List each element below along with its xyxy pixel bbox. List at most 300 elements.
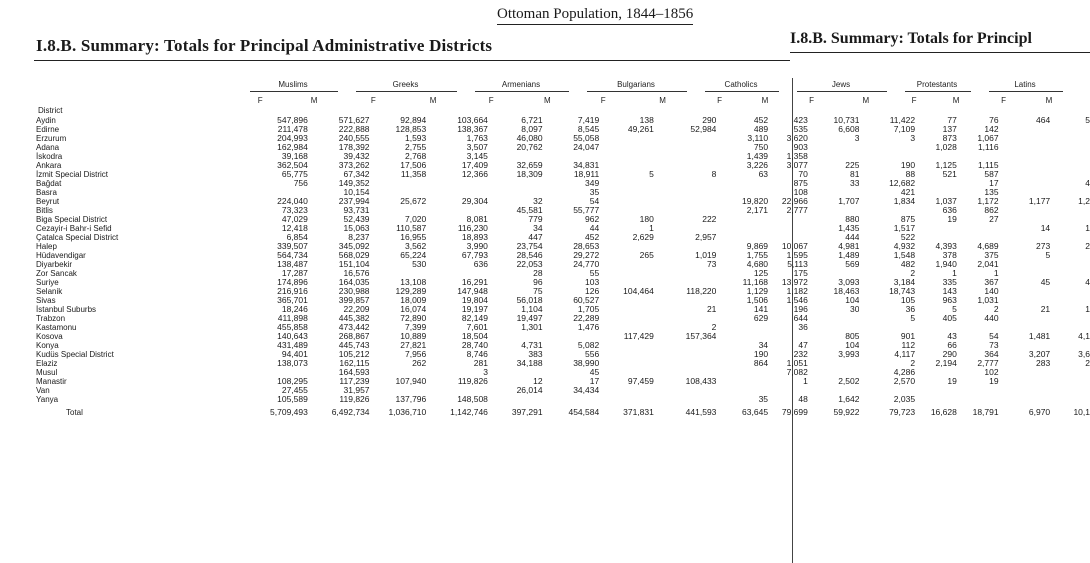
population-cell: [716, 224, 768, 233]
population-cell: 265: [639, 251, 654, 260]
population-cell: [716, 179, 768, 188]
population-cell: 94,401: [281, 350, 308, 359]
sub-header-male: M: [310, 96, 318, 105]
population-cell: [957, 152, 999, 161]
population-cell: 1,705: [577, 305, 600, 314]
table-row: [36, 125, 1090, 134]
district-name: Kastamonu: [36, 323, 77, 332]
population-cell: [957, 386, 999, 395]
table-row: [36, 296, 1090, 305]
population-cell: [999, 206, 1051, 215]
population-cell: 530: [412, 260, 427, 269]
district-name: Adana: [36, 143, 60, 152]
population-cell: 4,689: [977, 242, 999, 251]
population-cell: 96: [533, 278, 543, 287]
population-cell: 367: [984, 278, 999, 287]
population-cell: 375: [984, 251, 999, 260]
group-underline: [475, 91, 569, 92]
population-cell: [599, 386, 654, 395]
population-cell: 447: [528, 233, 543, 242]
population-cell: 16,074: [400, 305, 427, 314]
population-cell: 13,972: [781, 278, 808, 287]
population-cell: 137: [942, 125, 957, 134]
population-cell: [716, 188, 768, 197]
population-cell: 903: [793, 143, 808, 152]
group-underline: [905, 91, 971, 92]
population-cell: [1050, 377, 1090, 386]
population-cell: [999, 152, 1051, 161]
population-cell: [654, 341, 717, 350]
population-cell: [264, 188, 308, 197]
sub-header-male: M: [952, 96, 960, 105]
population-cell: [599, 278, 654, 287]
population-cell: 27,455: [281, 386, 308, 395]
population-cell: [1050, 368, 1090, 377]
population-cell: 283: [1035, 359, 1051, 368]
population-cell: [716, 377, 768, 386]
population-cell: 108,433: [685, 377, 717, 386]
population-cell: 19,820: [742, 197, 769, 206]
population-cell: 232: [793, 350, 808, 359]
population-cell: 138,073: [277, 359, 308, 368]
population-cell: 18,743: [889, 287, 916, 296]
population-cell: 22,209: [343, 305, 370, 314]
table-row: [36, 215, 1090, 224]
population-cell: 17,287: [281, 269, 308, 278]
population-cell: [1050, 296, 1090, 305]
population-cell: 1,546: [786, 296, 808, 305]
population-cell: [999, 395, 1051, 404]
group-underline: [356, 91, 457, 92]
population-cell: [654, 278, 717, 287]
population-cell: 19,804: [461, 296, 488, 305]
population-cell: 27,821: [400, 341, 427, 350]
sub-header-male: M: [1045, 96, 1053, 105]
population-cell: 10,154: [343, 188, 370, 197]
population-cell: 149,352: [338, 179, 370, 188]
population-cell: 281: [473, 359, 488, 368]
population-cell: 54: [589, 197, 600, 206]
district-name: Yanya: [36, 395, 59, 404]
population-cell: 119,826: [339, 395, 370, 404]
population-cell: 12,682: [889, 179, 916, 188]
population-cell: 2,194: [935, 359, 957, 368]
population-cell: 273: [1035, 242, 1051, 251]
population-cell: 103: [585, 278, 600, 287]
district-name: Aydin: [36, 116, 56, 125]
population-cell: 6,854: [286, 233, 308, 242]
population-cell: 67,342: [343, 170, 370, 179]
population-cell: 2: [1085, 359, 1090, 368]
population-cell: [999, 143, 1051, 152]
population-cell: [426, 188, 488, 197]
population-cell: [915, 395, 957, 404]
population-cell: 1,104: [521, 305, 543, 314]
population-cell: 2: [993, 305, 999, 314]
population-cell: 112: [901, 341, 916, 350]
population-cell: 76: [989, 116, 999, 125]
population-cell: 1,172: [977, 197, 999, 206]
population-cell: [599, 134, 654, 143]
population-cell: [599, 161, 654, 170]
population-cell: 1,116: [977, 143, 999, 152]
population-cell: 55,777: [573, 206, 600, 215]
sub-header-male: M: [544, 96, 551, 105]
population-cell: 13,108: [400, 278, 427, 287]
population-cell: 339,507: [277, 242, 308, 251]
population-cell: 4,117: [894, 350, 916, 359]
population-cell: 4: [1085, 278, 1090, 287]
population-cell: 18,246: [281, 305, 308, 314]
population-cell: 39,432: [343, 152, 370, 161]
population-cell: [599, 188, 654, 197]
table-row: [36, 386, 1090, 395]
population-cell: [999, 323, 1051, 332]
population-cell: [999, 179, 1051, 188]
district-header: District: [38, 106, 63, 115]
population-cell: 1,037: [935, 197, 957, 206]
population-cell: [999, 287, 1051, 296]
population-cell: 290: [702, 116, 717, 125]
population-cell: 3,207: [1028, 350, 1051, 359]
population-cell: 138: [639, 116, 654, 125]
population-cell: 1,358: [786, 152, 808, 161]
population-cell: [1050, 386, 1090, 395]
population-cell: 59,922: [833, 407, 860, 417]
group-underline: [587, 91, 687, 92]
population-cell: 222: [702, 215, 717, 224]
population-cell: 224,040: [277, 197, 308, 206]
population-cell: 34,434: [573, 386, 600, 395]
population-cell: [654, 296, 717, 305]
population-cell: 17: [589, 377, 600, 386]
population-cell: 22,966: [781, 197, 808, 206]
population-cell: 455,858: [277, 323, 308, 332]
district-name: Elaziz: [36, 359, 58, 368]
population-cell: 6,608: [838, 125, 860, 134]
table-row: [36, 152, 1090, 161]
table-row: [36, 395, 1090, 404]
table-row: [36, 170, 1090, 179]
population-cell: 421: [900, 188, 916, 197]
population-cell: [1050, 251, 1090, 260]
population-cell: 190: [900, 161, 916, 170]
population-cell: [915, 152, 957, 161]
population-cell: [768, 224, 808, 233]
population-cell: 175: [793, 269, 808, 278]
table-row: [36, 206, 1090, 215]
district-name: Van: [36, 386, 50, 395]
population-cell: [599, 242, 654, 251]
population-cell: 24,047: [573, 143, 600, 152]
district-name: Konya: [36, 341, 59, 350]
population-cell: 14: [1040, 224, 1051, 233]
population-cell: [915, 179, 957, 188]
population-cell: [654, 224, 717, 233]
population-cell: 452: [753, 116, 769, 125]
population-cell: 3,093: [838, 278, 860, 287]
population-cell: [999, 215, 1051, 224]
population-cell: 4,731: [521, 341, 543, 350]
population-cell: 44: [589, 224, 600, 233]
population-cell: 2,755: [404, 143, 427, 152]
population-cell: 6,721: [521, 116, 543, 125]
population-cell: 110,587: [396, 224, 427, 233]
population-cell: 1,755: [746, 251, 769, 260]
population-cell: 77: [947, 116, 957, 125]
population-cell: [599, 395, 654, 404]
population-cell: 1: [803, 377, 808, 386]
population-cell: 128,853: [395, 125, 427, 134]
population-cell: [808, 323, 860, 332]
population-cell: 569: [845, 260, 860, 269]
population-cell: 1: [1085, 224, 1090, 233]
population-cell: [599, 296, 654, 305]
group-underline: [989, 91, 1063, 92]
table-row: [36, 134, 1090, 143]
population-cell: 17,409: [461, 161, 488, 170]
population-cell: 108,295: [277, 377, 308, 386]
population-cell: [599, 152, 654, 161]
population-cell: [808, 188, 860, 197]
population-cell: [1050, 125, 1090, 134]
population-cell: [488, 332, 543, 341]
population-cell: 19: [947, 377, 957, 386]
population-cell: 47,029: [281, 215, 308, 224]
population-cell: 629: [753, 314, 769, 323]
population-cell: 1,489: [838, 251, 860, 260]
population-cell: [716, 368, 768, 377]
population-cell: [654, 188, 717, 197]
population-cell: 335: [942, 278, 957, 287]
population-cell: 35: [589, 188, 600, 197]
population-cell: 5: [1045, 251, 1051, 260]
population-cell: 28,740: [461, 341, 488, 350]
population-cell: 216,916: [277, 287, 308, 296]
population-cell: 45: [589, 368, 600, 377]
population-cell: 178,392: [338, 143, 370, 152]
population-cell: 35: [758, 395, 769, 404]
population-cell: 103,664: [457, 116, 488, 125]
population-cell: [370, 206, 427, 215]
population-cell: 48: [798, 395, 808, 404]
population-cell: 1: [649, 224, 654, 233]
population-cell: 3,6: [1078, 350, 1090, 359]
population-cell: 125: [753, 269, 769, 278]
population-cell: 3,620: [786, 134, 808, 143]
population-cell: 963: [942, 296, 957, 305]
population-cell: 135: [984, 188, 999, 197]
table-row: [36, 188, 1090, 197]
population-cell: [716, 386, 768, 395]
population-cell: 105,212: [338, 350, 370, 359]
population-cell: 65,775: [281, 170, 308, 179]
table-row: [36, 287, 1090, 296]
population-cell: 79,723: [889, 407, 916, 417]
population-cell: 349: [585, 179, 600, 188]
population-cell: 22,289: [573, 314, 600, 323]
population-cell: 32,659: [516, 161, 543, 170]
population-cell: [1050, 323, 1090, 332]
population-cell: 1,506: [746, 296, 769, 305]
population-cell: 1,642: [838, 395, 860, 404]
population-cell: 151,104: [338, 260, 370, 269]
population-cell: 373,262: [338, 161, 370, 170]
population-cell: 3: [854, 134, 860, 143]
population-cell: 5: [910, 314, 916, 323]
population-cell: 7,020: [404, 215, 427, 224]
district-name: Sivas: [36, 296, 56, 305]
population-cell: 1,2: [1078, 197, 1090, 206]
population-cell: 157,364: [685, 332, 717, 341]
population-cell: 962: [585, 215, 600, 224]
population-cell: 18,009: [400, 296, 427, 305]
population-cell: [915, 323, 957, 332]
population-cell: 104: [845, 296, 860, 305]
population-cell: [654, 395, 717, 404]
population-cell: 5: [952, 305, 957, 314]
population-cell: 93,731: [343, 206, 370, 215]
population-cell: [654, 179, 717, 188]
population-cell: 1: [1085, 305, 1090, 314]
population-cell: [1050, 314, 1090, 323]
population-cell: 290: [942, 350, 957, 359]
population-cell: 148,508: [457, 395, 488, 404]
population-cell: 3,184: [893, 278, 916, 287]
population-cell: [654, 197, 717, 206]
district-name: Bitlis: [36, 206, 53, 215]
population-cell: [957, 323, 999, 332]
population-cell: [999, 314, 1051, 323]
population-cell: 568,029: [338, 251, 370, 260]
district-name: Biga Special District: [36, 215, 108, 224]
population-cell: 7,601: [466, 323, 488, 332]
population-cell: 116,230: [457, 224, 488, 233]
population-cell: [768, 332, 808, 341]
population-cell: 345,092: [338, 242, 370, 251]
population-cell: [768, 215, 808, 224]
population-cell: 16,955: [400, 233, 427, 242]
population-cell: 1,115: [977, 161, 999, 170]
population-cell: 397,291: [511, 407, 543, 417]
population-cell: [808, 314, 860, 323]
population-cell: [999, 386, 1051, 395]
population-cell: 445,382: [338, 314, 370, 323]
population-cell: 2,957: [695, 233, 717, 242]
population-cell: 454,584: [568, 407, 600, 417]
population-cell: 7,419: [577, 116, 600, 125]
population-cell: 63,645: [742, 407, 769, 417]
population-cell: 140: [984, 287, 999, 296]
population-cell: [370, 386, 427, 395]
population-cell: 3: [910, 134, 916, 143]
population-cell: 70: [798, 170, 808, 179]
population-cell: 3,077: [786, 161, 808, 170]
population-cell: 864: [753, 359, 769, 368]
population-cell: 3,993: [838, 350, 860, 359]
population-cell: 805: [845, 332, 860, 341]
population-cell: 190: [753, 350, 769, 359]
population-cell: 211,478: [277, 125, 308, 134]
population-cell: 11,168: [742, 278, 769, 287]
population-cell: 18,893: [461, 233, 488, 242]
population-cell: [716, 233, 768, 242]
population-cell: 1,177: [1028, 197, 1051, 206]
population-cell: [654, 143, 717, 152]
population-cell: 162,984: [277, 143, 308, 152]
population-cell: [654, 350, 717, 359]
population-cell: [654, 359, 717, 368]
population-cell: [488, 395, 543, 404]
district-name: Edirne: [36, 125, 60, 134]
population-cell: 55,058: [573, 134, 600, 143]
page-title: I.8.B. Summary: Totals for Principal Administrative Districts: [36, 36, 493, 55]
population-cell: 5,082: [577, 341, 600, 350]
group-header-armenians: Armenians: [501, 80, 541, 89]
population-cell: [1050, 233, 1090, 242]
population-cell: 66: [947, 341, 957, 350]
table-row: [36, 341, 1090, 350]
population-cell: 12,366: [461, 170, 488, 179]
population-cell: [915, 386, 957, 395]
group-underline: [250, 91, 338, 92]
population-cell: [426, 179, 488, 188]
population-cell: 26,014: [516, 386, 543, 395]
population-cell: 1,051: [786, 359, 808, 368]
population-cell: [768, 386, 808, 395]
population-cell: [599, 368, 654, 377]
population-cell: 464: [1035, 116, 1051, 125]
population-cell: 8: [711, 170, 717, 179]
population-cell: 522: [900, 233, 916, 242]
population-cell: [1050, 395, 1090, 404]
group-header-catholics: Catholics: [724, 80, 758, 89]
population-cell: 19,197: [461, 305, 488, 314]
population-cell: 2: [910, 269, 916, 278]
table-row: [36, 323, 1090, 332]
population-cell: 873: [942, 134, 957, 143]
population-cell: 5,113: [787, 260, 808, 269]
population-cell: 11,422: [889, 116, 916, 125]
population-cell: 28,546: [516, 251, 543, 260]
population-cell: 73,323: [281, 206, 308, 215]
population-cell: 901: [900, 332, 916, 341]
population-cell: [999, 134, 1051, 143]
district-name: Zor Sancak: [36, 269, 77, 278]
population-cell: 3,145: [466, 152, 488, 161]
population-cell: 138,487: [277, 260, 308, 269]
population-cell: 225: [845, 161, 860, 170]
district-name: Suriye: [36, 278, 59, 287]
facing-page-title: I.8.B. Summary: Totals for Principl: [790, 30, 1032, 47]
population-cell: 129,289: [395, 287, 427, 296]
population-cell: 8,237: [348, 233, 370, 242]
population-cell: 1: [952, 269, 957, 278]
sub-header-female: F: [911, 96, 917, 105]
population-cell: 1,129: [746, 287, 769, 296]
population-cell: [370, 368, 427, 377]
population-cell: 1,476: [577, 323, 600, 332]
population-cell: 452: [585, 233, 600, 242]
population-cell: 2,777: [786, 206, 808, 215]
district-name: Erzurum: [36, 134, 67, 143]
population-cell: 34,188: [516, 359, 543, 368]
population-cell: [599, 323, 654, 332]
population-cell: [543, 332, 600, 341]
population-cell: 571,627: [338, 116, 370, 125]
population-cell: [599, 197, 654, 206]
running-head: Ottoman Population, 1844–1856: [497, 6, 693, 25]
